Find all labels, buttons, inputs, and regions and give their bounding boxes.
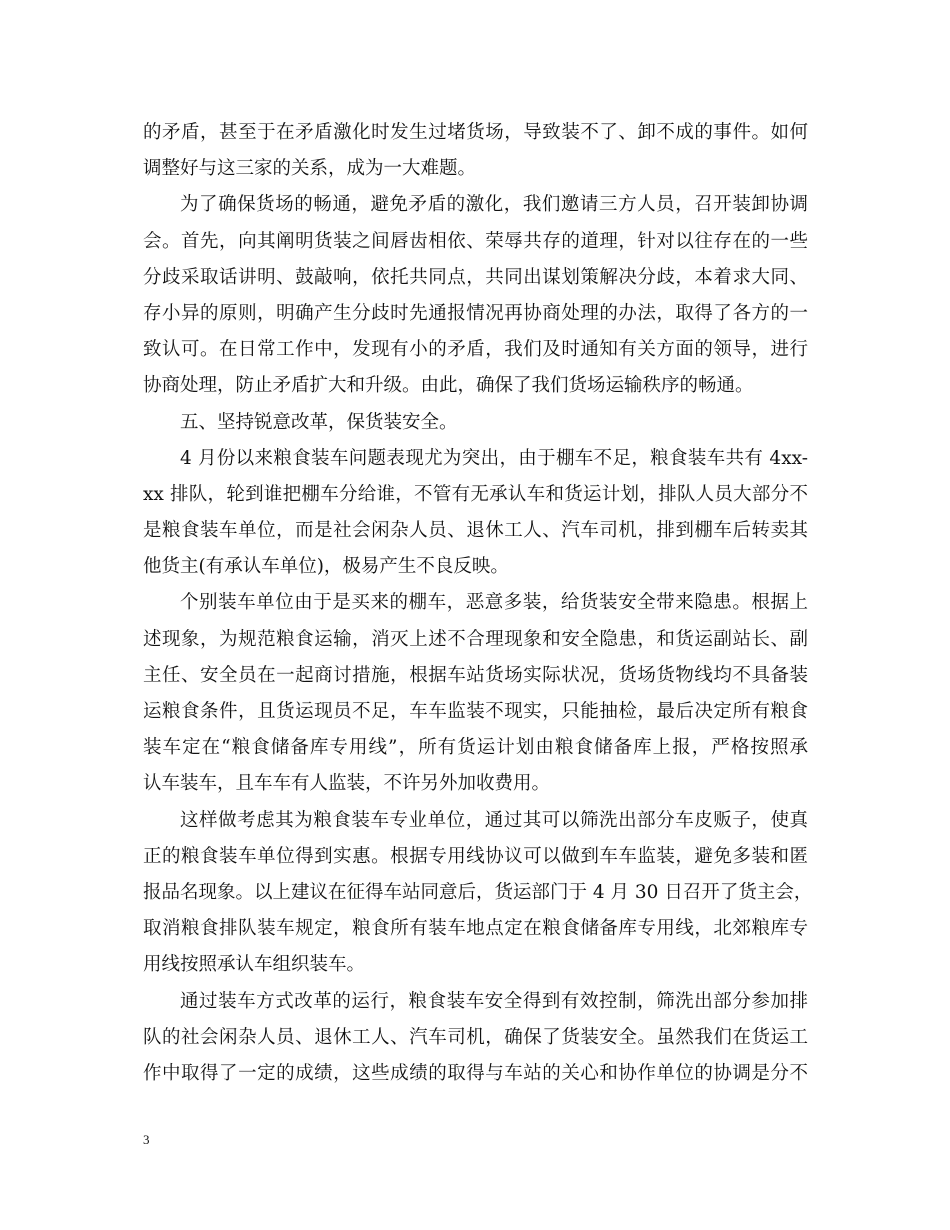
text-line: 报品名现象。以上建议在征得车站同意后，货运部门于 4 月 30 日召开了货主会， — [143, 881, 813, 903]
text-line: 这样做考虑其为粮食装车专业单位，通过其可以筛洗出部分车皮贩子，使真 — [180, 809, 808, 831]
text-line: 作中取得了一定的成绩，这些成绩的取得与车站的关心和协作单位的协调是分不 — [143, 1062, 808, 1084]
text-line: xx 排队，轮到谁把棚车分给谁，不管有无承认车和货运计划，排队人员大部分不 — [143, 483, 808, 505]
text-line: 个别装车单位由于是买来的棚车，恶意多装，给货装安全带来隐患。根据上 — [180, 592, 808, 614]
text-line: 是粮食装车单位，而是社会闲杂人员、退休工人、汽车司机，排到棚车后转卖其 — [143, 520, 808, 542]
text-line: 认车装车，且车车有人监装，不许另外加收费用。 — [143, 773, 551, 795]
text-line: 他货主(有承认车单位)，极易产生不良反映。 — [143, 556, 509, 578]
text-line: 为了确保货场的畅通，避免矛盾的激化，我们邀请三方人员，召开装卸协调 — [180, 194, 808, 216]
text-line: 调整好与这三家的关系，成为一大难题。 — [143, 158, 477, 180]
text-line: 4 月份以来粮食装车问题表现尤为突出，由于棚车不足，粮食装车共有 4xx- — [180, 447, 808, 469]
text-line: 通过装车方式改革的运行，粮食装车安全得到有效控制，筛洗出部分参加排 — [180, 990, 808, 1012]
page-number: 3 — [143, 1132, 150, 1147]
text-line: 运粮食条件，且货运现员不足，车车监装不现实，只能抽检，最后决定所有粮食 — [143, 701, 808, 722]
text-line: 存小异的原则，明确产生分歧时先通报情况再协商处理的办法，取得了各方的一 — [143, 302, 808, 324]
text-line: 装车定在“粮食储备库专用线”，所有货运计划由粮食储备库上报，严格按照承 — [143, 737, 808, 759]
text-line: 五、坚持锐意改革，保货装安全。 — [180, 411, 458, 433]
text-line: 分歧采取话讲明、鼓敲响，依托共同点，共同出谋划策解决分歧，本着求大同、 — [143, 266, 808, 288]
text-line: 致认可。在日常工作中，发现有小的矛盾，我们及时通知有关方面的领导，进行 — [143, 339, 808, 361]
text-line: 会。首先，向其阐明货装之间唇齿相依、荣辱共存的道理，针对以往存在的一些 — [143, 230, 808, 252]
text-line: 队的社会闲杂人员、退休工人、汽车司机，确保了货装安全。虽然我们在货运工 — [143, 1026, 808, 1048]
text-line: 取消粮食排队装车规定，粮食所有装车地点定在粮食储备库专用线，北郊粮库专 — [143, 918, 808, 940]
text-line: 正的粮食装车单位得到实惠。根据专用线协议可以做到车车监装，避免多装和匿 — [143, 845, 808, 867]
text-line: 的矛盾，甚至于在矛盾激化时发生过堵货场，导致装不了、卸不成的事件。如何 — [143, 122, 808, 143]
document-body — [143, 115, 813, 1092]
text-line: 述现象，为规范粮食运输，消灭上述不合理现象和安全隐患，和货运副站长、副 — [143, 628, 808, 650]
text-line: 协商处理，防止矛盾扩大和升级。由此，确保了我们货场运输秩序的畅通。 — [143, 375, 754, 397]
text-line: 主任、安全员在一起商讨措施，根据车站货场实际状况，货场货物线均不具备装 — [143, 664, 808, 686]
text-line: 用线按照承认车组织装车。 — [143, 954, 366, 976]
